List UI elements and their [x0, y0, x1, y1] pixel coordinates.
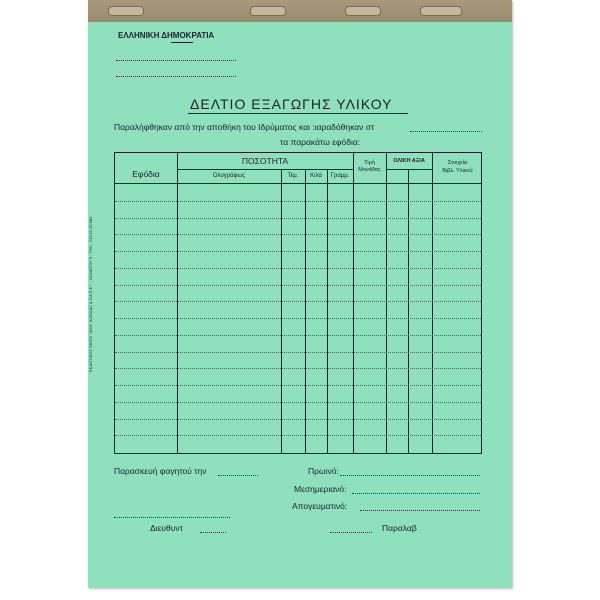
table-row	[115, 352, 481, 353]
table-row	[115, 301, 481, 302]
table-row	[115, 419, 481, 420]
intro-line-1: Παραλήφθηκαν από την αποθήκη του Ιδρύματος και :ιαραδόθηκαν στ	[114, 122, 375, 132]
director-signature-line[interactable]	[200, 532, 226, 533]
staple	[250, 6, 286, 16]
noon-label: Μεσημεριανό:	[294, 484, 347, 494]
morning-label: Πρωινό:	[308, 466, 339, 476]
receiver-signature-line[interactable]	[330, 532, 372, 533]
prep-date-line[interactable]	[218, 475, 258, 476]
col-divider	[327, 170, 328, 453]
items-table	[114, 152, 482, 454]
header-dotted-line	[116, 76, 236, 77]
recipient-dotted-line	[410, 131, 482, 132]
extra-dotted-line	[114, 517, 230, 518]
receiver-signature-label: Παραλαβ	[382, 523, 417, 533]
title-underline	[188, 113, 408, 114]
col-divider	[408, 170, 409, 453]
afternoon-label: Απογευματινό:	[292, 501, 348, 511]
header-underline	[171, 42, 193, 43]
table-row	[115, 368, 481, 369]
table-row	[115, 218, 481, 219]
col-divider	[432, 153, 433, 453]
col-header-kila: Κιλά	[310, 173, 322, 179]
table-row	[115, 285, 481, 286]
header-bottom-line	[115, 183, 481, 184]
table-row	[115, 318, 481, 319]
afternoon-line[interactable]	[360, 510, 480, 511]
col-divider	[281, 170, 282, 453]
col-header-timi: Τιμή	[364, 160, 375, 166]
col-header-oliki-axia: ΟΛΙΚΗ ΑΞΙΑ	[393, 158, 425, 164]
printer-imprint: ΕΚΔΟΤΙΚΟΣ ΟΙΚΟΣ "ΔΗΜ. ΚΛΕΙΔΑΣ & ΣΙΑ Ε.Ε." - ΧΑΝΙΩΤΟΥ 5 - ΤΗΛ.: 210.52.45.880	[88, 216, 93, 372]
col-header-posotita: ΠΟΣΟΤΗΤΑ	[241, 156, 289, 166]
header-divider	[386, 169, 432, 170]
col-header-grammaria: Γραμμ.	[330, 173, 350, 179]
prep-label: Παρασκευή φαγητού την	[114, 466, 207, 476]
header-dotted-line	[116, 60, 236, 61]
col-header-tem: Τεμ.	[287, 173, 299, 179]
staple	[345, 6, 381, 16]
col-header-efodia: Εφόδια	[132, 169, 160, 179]
col-header-olografos: Ολογράφως	[212, 173, 246, 179]
col-header-vivl-ylikou: Βιβλ. Υλικού	[442, 168, 473, 174]
table-row	[115, 201, 481, 202]
morning-line[interactable]	[340, 475, 480, 476]
page-title: ΔΕΛΤΙΟ ΕΞΑΓΩΓΗΣ ΥΛΙΚΟΥ	[190, 96, 393, 112]
header-authority: ΕΛΛΗΝΙΚΗ ΔΗΜΟΚΡΑΤΙΑ	[118, 31, 215, 40]
table-row	[115, 251, 481, 252]
col-divider	[386, 153, 387, 453]
staple	[108, 6, 144, 16]
col-header-monadas: Μονάδας	[358, 167, 381, 173]
col-header-stoixeia: Στοιχεία	[447, 160, 468, 166]
col-divider	[177, 153, 178, 453]
header-divider	[177, 169, 353, 170]
table-row	[115, 385, 481, 386]
col-divider	[353, 153, 354, 453]
table-row	[115, 435, 481, 436]
noon-line[interactable]	[352, 493, 480, 494]
staple	[420, 6, 462, 16]
table-row	[115, 335, 481, 336]
director-signature-label: Διευθυντ	[150, 523, 183, 533]
intro-line-2: τα παρακάτω εφόδια:	[280, 137, 361, 147]
table-row	[115, 402, 481, 403]
col-divider	[305, 170, 306, 453]
table-row	[115, 268, 481, 269]
table-row	[115, 234, 481, 235]
